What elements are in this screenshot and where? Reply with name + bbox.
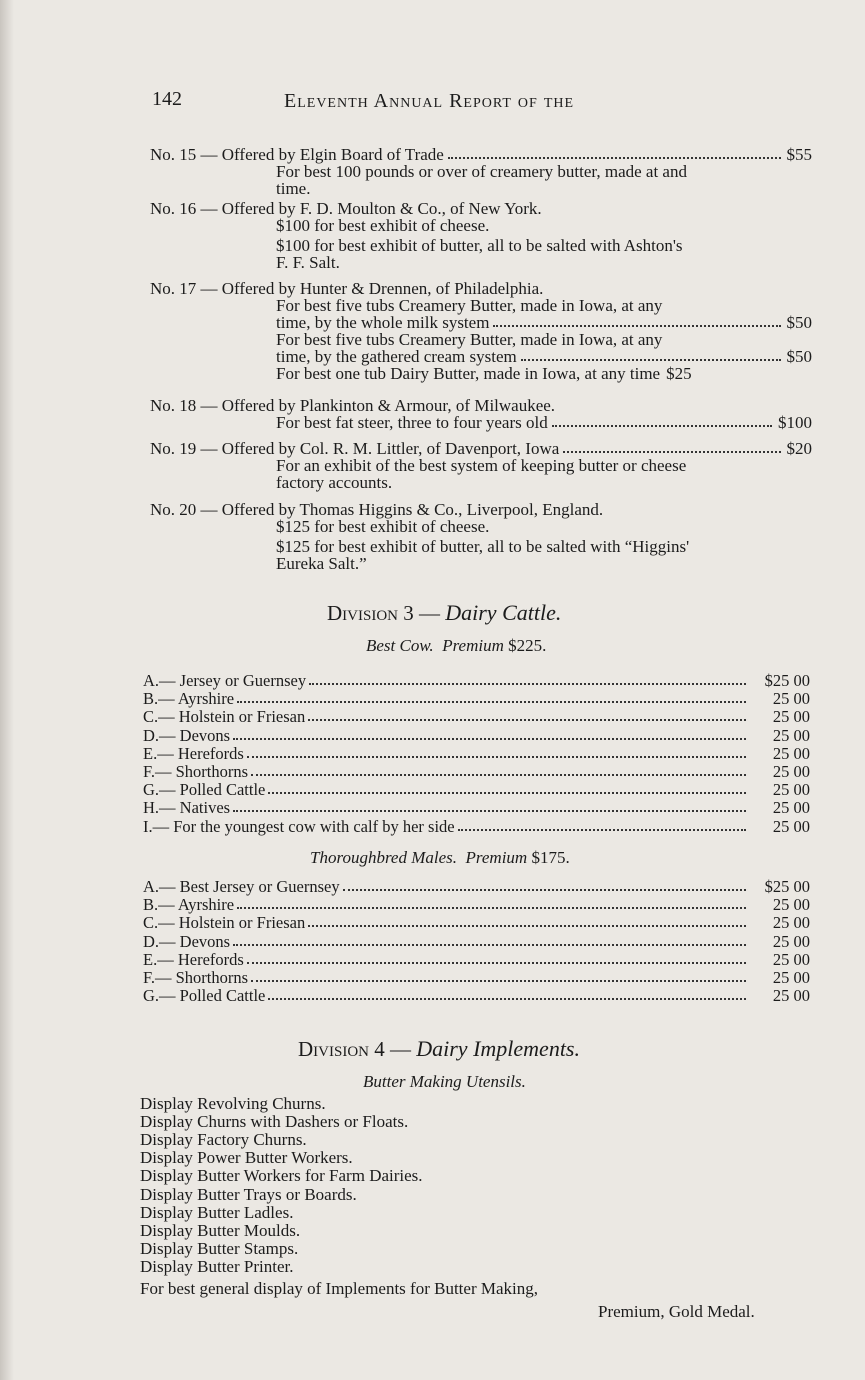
entry-amount: $55 xyxy=(786,145,812,164)
entry-line: For an exhibit of the best system of keeping butter or cheese xyxy=(276,456,687,475)
leader-dots xyxy=(247,962,746,964)
entry-no-16 xyxy=(150,200,812,271)
prize-amount: 25 00 xyxy=(772,798,810,818)
division-name: Dairy Cattle. xyxy=(445,600,562,625)
prize-amount: 25 00 xyxy=(772,725,810,745)
class-label: A.— Jersey or Guernsey xyxy=(143,671,307,690)
entry-line: $125 for best exhibit of cheese. xyxy=(276,517,490,536)
display-item: Display Butter Ladles. xyxy=(140,1202,294,1222)
entry-amount: $50 xyxy=(786,347,812,366)
premium-row xyxy=(143,987,810,1005)
entry-line: time, by the whole milk system xyxy=(276,313,490,332)
class-label: G.— Polled Cattle xyxy=(143,986,266,1006)
prize-amount: 25 00 xyxy=(772,968,810,987)
division-name: Dairy Implements. xyxy=(416,1036,580,1061)
entry-line: For best five tubs Creamery Butter, made in Iowa, at any xyxy=(276,330,663,349)
entry-amount: $100 xyxy=(778,413,812,432)
premium-row xyxy=(143,969,810,987)
premium-value: $175. xyxy=(531,848,570,867)
division-prefix: Division 3 — xyxy=(327,601,440,625)
leader-dots xyxy=(247,756,746,758)
general-display-line: For best general display of Implements for Butter Making, xyxy=(140,1279,538,1298)
premium-row xyxy=(143,727,810,745)
division-4-heading xyxy=(298,1036,580,1062)
leader-dots xyxy=(309,683,746,685)
prize-amount: 25 00 xyxy=(772,762,810,781)
display-item: Display Factory Churns. xyxy=(140,1130,307,1150)
display-item: Display Butter Stamps. xyxy=(140,1238,299,1258)
best-cow-heading xyxy=(366,636,546,656)
class-label: F.— Shorthorns xyxy=(143,968,249,987)
entry-head: No. 17 — Offered by Hunter & Drennen, of Philadelphia. xyxy=(150,279,544,298)
subsection-title: Thoroughbred Males. xyxy=(310,848,458,867)
leader-dots xyxy=(237,907,746,909)
leader-dots xyxy=(343,889,746,891)
entry-line: factory accounts. xyxy=(276,473,393,492)
premium-row xyxy=(143,896,810,914)
leader-dots xyxy=(268,792,746,794)
entry-line: $125 for best exhibit of butter, all to be salted with “Higgins' xyxy=(276,537,690,556)
class-label: C.— Holstein or Friesan xyxy=(143,707,306,727)
premium-row xyxy=(143,818,810,836)
display-item: Display Revolving Churns. xyxy=(140,1094,326,1113)
entry-line: $100 for best exhibit of butter, all to be salted with Ashton's xyxy=(276,236,683,255)
leader-dots xyxy=(308,719,746,721)
entry-no-20 xyxy=(150,501,812,572)
division-prefix: Division 4 — xyxy=(298,1037,411,1061)
class-label: F.— Shorthorns xyxy=(143,762,249,781)
entry-line: time. xyxy=(276,179,311,198)
class-label: D.— Devons xyxy=(143,725,231,745)
entry-no-18 xyxy=(150,397,812,431)
display-item: Display Butter Moulds. xyxy=(140,1220,301,1240)
premium-row xyxy=(143,951,810,969)
prize-amount: 25 00 xyxy=(772,986,810,1006)
class-label: B.— Ayrshire xyxy=(143,689,235,709)
premium-row xyxy=(143,745,810,763)
class-label: A.— Best Jersey or Guernsey xyxy=(143,877,340,896)
premium-row xyxy=(143,878,810,896)
premium-row xyxy=(143,914,810,932)
prize-amount: $25 00 xyxy=(764,671,810,690)
premium-row xyxy=(143,781,810,799)
premium-row xyxy=(143,799,810,817)
utensils-heading: Butter Making Utensils. xyxy=(363,1072,526,1091)
premium-label: Premium xyxy=(465,848,528,867)
display-item: Display Churns with Dashers or Floats. xyxy=(140,1112,409,1132)
leader-dots xyxy=(237,701,746,703)
entry-head: No. 16 — Offered by F. D. Moulton & Co., of New York. xyxy=(150,199,542,218)
entry-line: $100 for best exhibit of cheese. xyxy=(276,216,490,235)
leader-dots xyxy=(308,925,746,927)
display-item: Display Butter Trays or Boards. xyxy=(140,1184,357,1204)
entry-line: For best one tub Dairy Butter, made in Iowa, at any time xyxy=(276,364,661,383)
leader-dots xyxy=(268,998,746,1000)
premium-row xyxy=(143,763,810,781)
entry-amount: $50 xyxy=(786,313,812,332)
prize-amount: 25 00 xyxy=(772,689,810,709)
entry-head: No. 15 — Offered by Elgin Board of Trade xyxy=(150,145,444,164)
entry-no-19 xyxy=(150,440,812,491)
premium-row xyxy=(143,672,810,690)
gold-medal-premium: Premium, Gold Medal. xyxy=(598,1302,755,1321)
entry-amount: $20 xyxy=(786,439,812,458)
display-item: Display Butter Workers for Farm Dairies. xyxy=(140,1166,423,1186)
entry-line: F. F. Salt. xyxy=(276,253,340,272)
prize-amount: 25 00 xyxy=(772,780,810,800)
prize-amount: 25 00 xyxy=(772,707,810,727)
class-label: H.— Natives xyxy=(143,798,231,818)
class-label: E.— Herefords xyxy=(143,743,244,763)
display-item: Display Butter Printer. xyxy=(140,1256,294,1276)
prize-amount: 25 00 xyxy=(772,816,810,836)
prize-amount: 25 00 xyxy=(772,743,810,763)
premium-row xyxy=(143,690,810,708)
prize-amount: 25 00 xyxy=(772,931,810,951)
entry-line: Eureka Salt.” xyxy=(276,554,367,573)
class-label: D.— Devons xyxy=(143,931,231,951)
entry-amount: $25 xyxy=(666,364,692,383)
division-3-heading xyxy=(327,600,561,626)
premium-row xyxy=(143,708,810,726)
display-item: Display Power Butter Workers. xyxy=(140,1148,353,1168)
entry-head: No. 18 — Offered by Plankinton & Armour, of Milwaukee. xyxy=(150,396,556,415)
running-title: Eleventh Annual Report of the xyxy=(284,90,575,112)
subsection-title: Best Cow. xyxy=(366,636,434,655)
premium-row xyxy=(143,933,810,951)
premium-label: Premium xyxy=(442,636,504,655)
entry-line: For best five tubs Creamery Butter, made in Iowa, at any xyxy=(276,296,663,315)
entry-line: time, by the gathered cream system xyxy=(276,347,517,366)
leader-dots xyxy=(458,829,746,831)
prize-amount: $25 00 xyxy=(764,877,810,896)
males-heading xyxy=(310,848,570,868)
leader-dots xyxy=(233,738,746,740)
leader-dots xyxy=(233,944,746,946)
class-label: E.— Herefords xyxy=(143,949,244,969)
prize-amount: 25 00 xyxy=(772,913,810,933)
entry-head: No. 20 — Offered by Thomas Higgins & Co., Liverpool, England. xyxy=(150,500,604,519)
entry-head: No. 19 — Offered by Col. R. M. Littler, of Davenport, Iowa xyxy=(150,439,560,458)
prize-amount: 25 00 xyxy=(772,895,810,915)
leader-dots xyxy=(233,810,746,812)
premium-value: $225. xyxy=(508,636,547,655)
class-label: G.— Polled Cattle xyxy=(143,780,266,800)
prize-amount: 25 00 xyxy=(772,949,810,969)
leader-dots xyxy=(251,980,746,982)
class-label: B.— Ayrshire xyxy=(143,895,235,915)
class-label: I.— For the youngest cow with calf by her side xyxy=(143,816,455,836)
entry-no-15 xyxy=(150,146,812,197)
entry-line: For best fat steer, three to four years old xyxy=(276,413,548,432)
page-number: 142 xyxy=(152,88,182,110)
leader-dots xyxy=(251,774,746,776)
entry-no-17 xyxy=(150,280,812,382)
class-label: C.— Holstein or Friesan xyxy=(143,913,306,933)
entry-line: For best 100 pounds or over of creamery butter, made at and xyxy=(276,162,687,181)
